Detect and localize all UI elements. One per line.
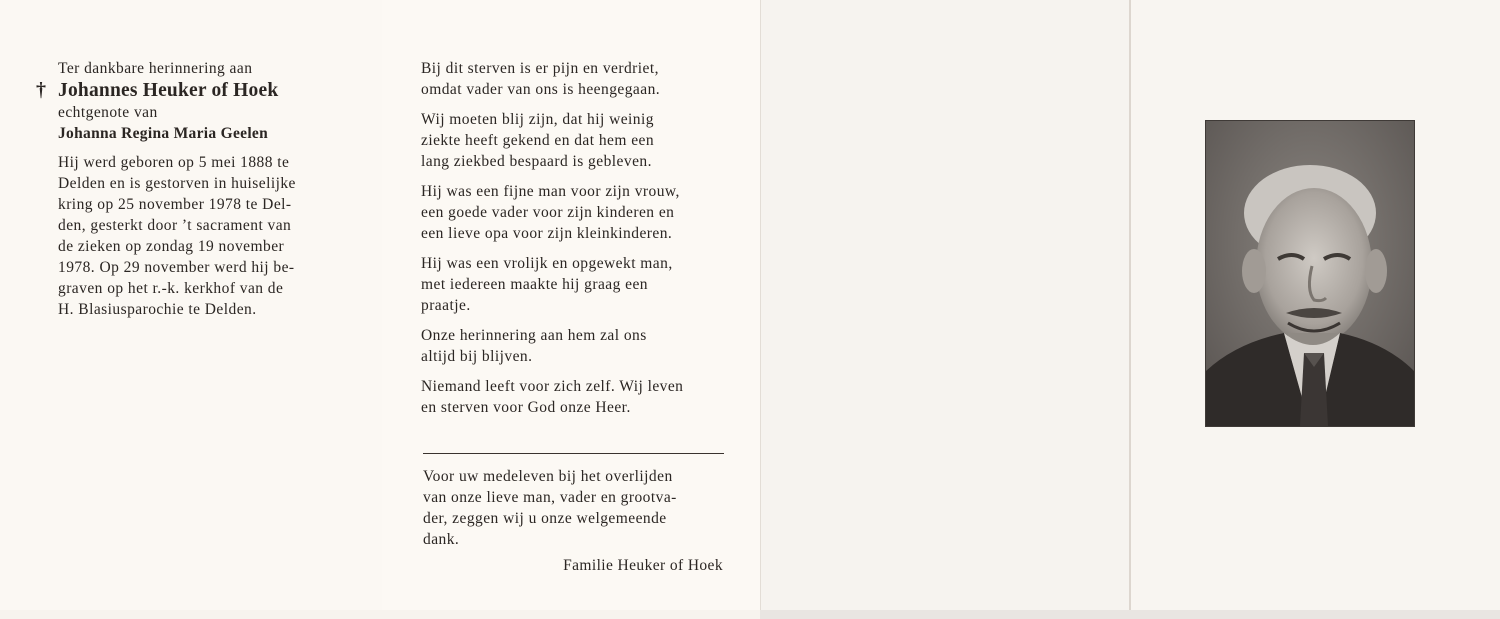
intro-line: Ter dankbare herinnering aan <box>58 60 253 77</box>
text-line: Hij was een fijne man voor zijn vrouw, <box>421 183 680 200</box>
text-line: een lieve opa voor zijn kleinkinderen. <box>421 225 673 242</box>
portrait-photo-icon <box>1206 121 1414 426</box>
bio-line: 1978. Op 29 november werd hij be- <box>58 259 295 276</box>
text-line: met iedereen maakte hij graag een <box>421 276 648 293</box>
text-line: ziekte heeft gekend en dat hem een <box>421 132 655 149</box>
bio-line: Hij werd geboren op 5 mei 1888 te <box>58 154 290 171</box>
scan-margin-right <box>760 610 1500 619</box>
thanks-line: van onze lieve man, vader en grootva- <box>423 489 677 506</box>
thanks-line: der, zeggen wij u onze welgemeende <box>423 510 667 527</box>
bio-line: H. Blasiusparochie te Delden. <box>58 301 257 318</box>
paragraph <box>421 325 723 367</box>
spouse-name: Johanna Regina Maria Geelen <box>58 125 269 142</box>
portrait-photo <box>1205 120 1415 427</box>
text-line: omdat vader van ons is heengegaan. <box>421 81 661 98</box>
bio-line: kring op 25 november 1978 te Del- <box>58 196 292 213</box>
memorial-text-right <box>421 58 723 418</box>
thanks-note <box>423 466 723 550</box>
family-signature: Familie Heuker of Hoek <box>563 557 723 574</box>
memorial-text-left <box>36 58 338 320</box>
scan-margin-left <box>0 610 760 619</box>
paragraph <box>421 109 723 172</box>
text-line: en sterven voor God onze Heer. <box>421 399 631 416</box>
text-line: Niemand leeft voor zich zelf. Wij leven <box>421 378 684 395</box>
thanks-line: dank. <box>423 531 460 548</box>
text-line: Wij moeten blij zijn, dat hij weinig <box>421 111 654 128</box>
divider-line <box>423 453 724 454</box>
cross-icon: † <box>36 79 47 101</box>
text-line: Onze herinnering aan hem zal ons <box>421 327 647 344</box>
card-back-cover <box>760 0 1129 610</box>
deceased-name: Johannes Heuker of Hoek <box>58 80 279 101</box>
text-line: een goede vader voor zijn kinderen en <box>421 204 675 221</box>
biography <box>58 152 338 320</box>
paragraph <box>421 58 723 100</box>
bio-line: de zieken op zondag 19 november <box>58 238 285 255</box>
name-row <box>36 79 338 102</box>
text-line: altijd bij blijven. <box>421 348 533 365</box>
bio-line: Delden en is gestorven in huiselijke <box>58 175 296 192</box>
text-line: Bij dit sterven is er pijn en verdriet, <box>421 60 659 77</box>
text-line: lang ziekbed bespaard is gebleven. <box>421 153 652 170</box>
bio-line: graven op het r.-k. kerkhof van de <box>58 280 284 297</box>
text-line: Hij was een vrolijk en opgewekt man, <box>421 255 673 272</box>
bio-line: den, gesterkt door ’t sacrament van <box>58 217 292 234</box>
paragraph <box>421 253 723 316</box>
text-line: praatje. <box>421 297 471 314</box>
spouse-intro: echtgenote van <box>58 104 158 121</box>
paragraph <box>421 181 723 244</box>
paragraph <box>421 376 723 418</box>
thanks-line: Voor uw medeleven bij het overlijden <box>423 468 673 485</box>
